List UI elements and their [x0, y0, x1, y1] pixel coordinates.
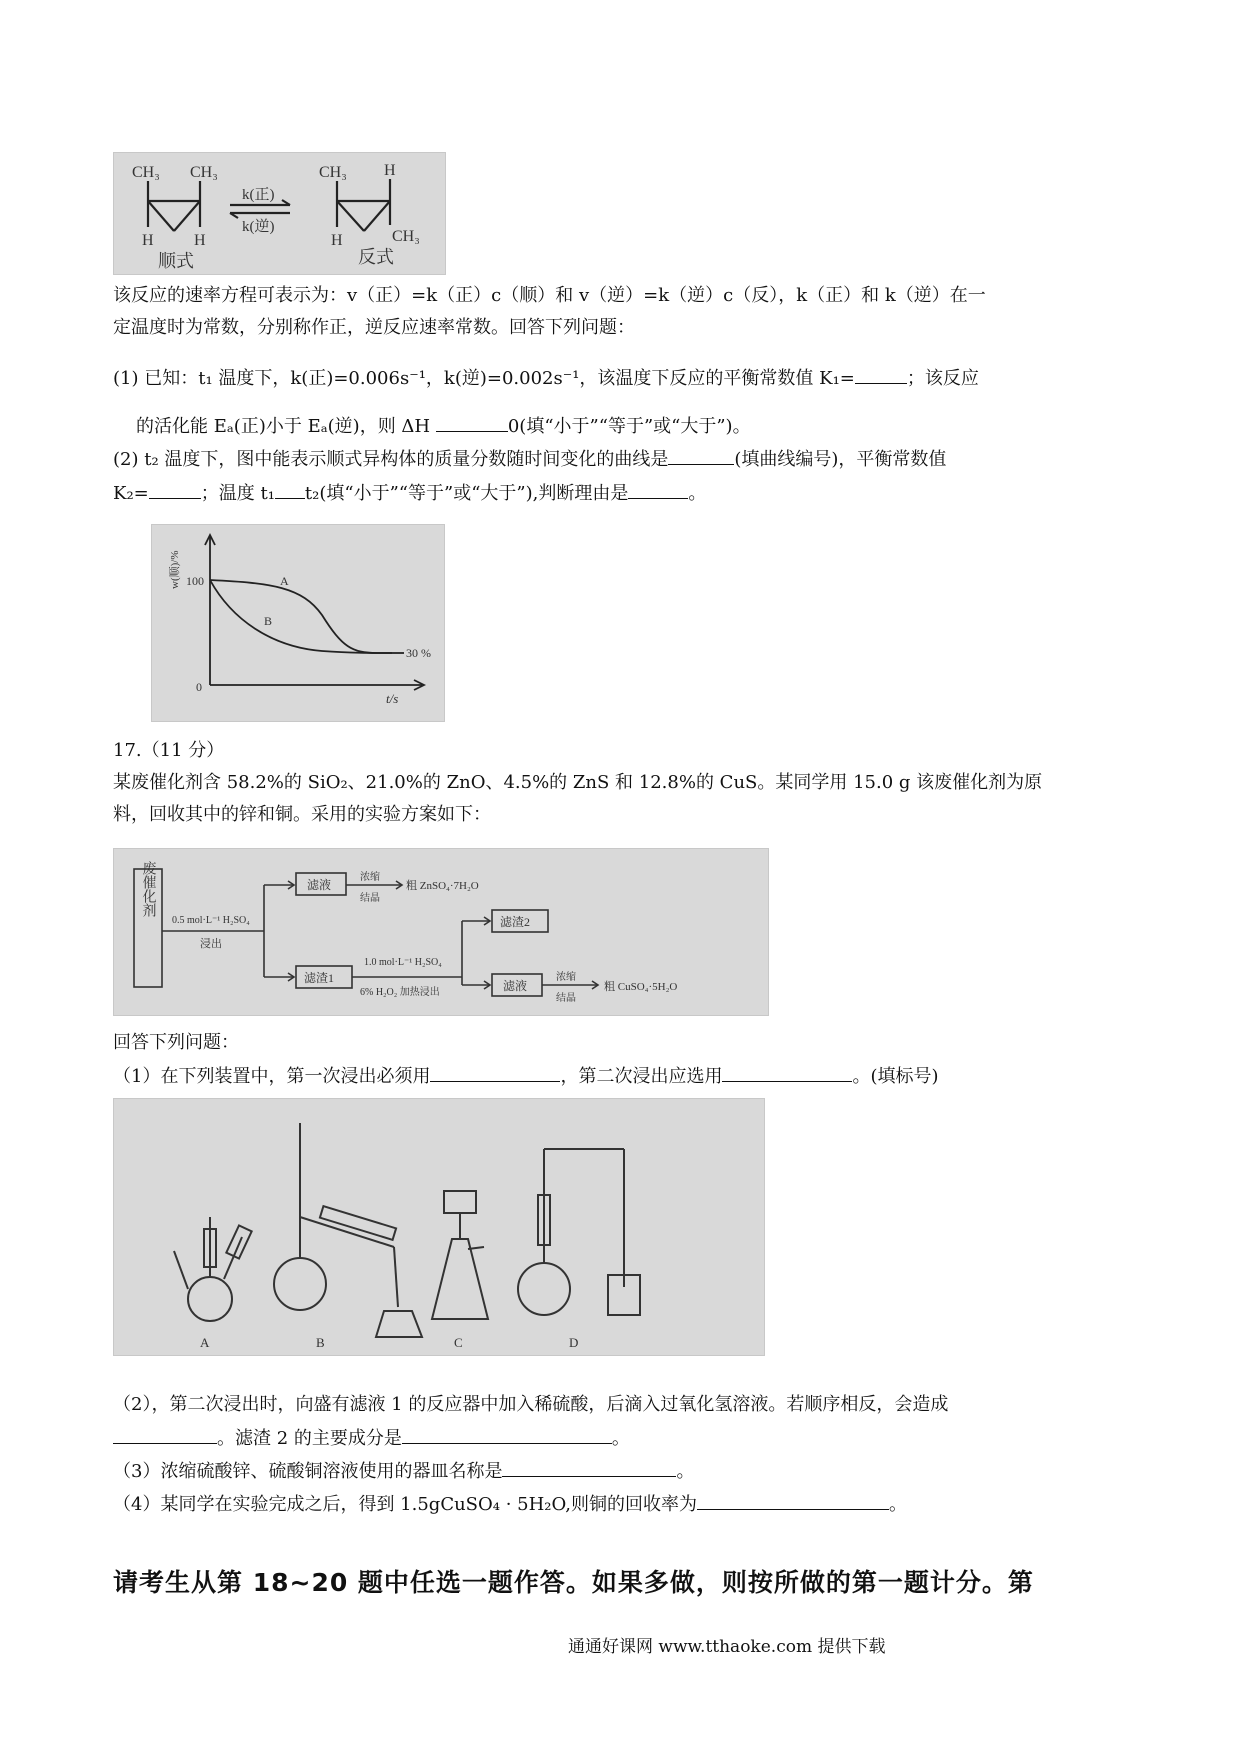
trans-label: 反式	[358, 247, 394, 267]
concentrate-1-top: 浓缩	[360, 872, 380, 883]
curve-a-label: A	[280, 574, 289, 588]
delta-h-answer-blank[interactable]	[436, 413, 508, 432]
part-3-text-b: 。	[676, 1461, 695, 1482]
forward-rate-label: k(正)	[242, 187, 275, 203]
process-flowchart	[113, 848, 769, 1016]
apparatus-d-label: D	[569, 1335, 579, 1350]
concentrate-2-bottom: 结晶	[556, 993, 576, 1004]
apparatus-c-label: C	[454, 1335, 463, 1350]
question-2-text-c: K₂=	[113, 483, 149, 504]
step-1-reagent: 0.5 mol·L⁻¹ H₂SO₄	[172, 915, 250, 926]
y-axis-label: w(顺)/%	[169, 550, 181, 589]
curve-a	[210, 580, 392, 653]
concentrate-2-top: 浓缩	[556, 972, 576, 983]
question-1-text-c: 的活化能 Eₐ(正)小于 Eₐ(逆)，则 ΔH	[136, 416, 431, 437]
cis-label: 顺式	[158, 251, 194, 271]
part-2-text-b: 。滤渣 2 的主要成分是	[217, 1428, 402, 1449]
part-1-text-b: ，第二次浸出应选用	[560, 1066, 723, 1087]
reverse-rate-label: k(逆)	[242, 219, 275, 235]
question-17-line-2: 料，回收其中的锌和铜。采用的实验方案如下：	[113, 804, 491, 825]
recovery-rate-blank[interactable]	[697, 1491, 889, 1510]
x-axis-label: t/s	[386, 691, 399, 706]
question-2-text-e: t₂(填“小于”“等于”或“大于”),判断理由是	[304, 483, 629, 504]
left-h-label: H	[142, 232, 154, 249]
first-leach-blank[interactable]	[430, 1063, 560, 1082]
question-2-line-1	[113, 446, 946, 473]
question-17-header: 17.（11 分）	[113, 740, 225, 761]
reason-answer-blank[interactable]	[628, 480, 688, 499]
part-1-text-a: （1）在下列装置中，第一次浸出必须用	[113, 1066, 431, 1087]
right-ch3-label: CH₃	[319, 164, 347, 181]
product-2-node: 粗 CuSO₄·5H₂O	[604, 981, 678, 993]
k1-answer-blank[interactable]	[855, 365, 907, 384]
optional-question-notice: 请考生从第 18~20 题中任选一题作答。如果多做，则按所做的第一题计分。第	[113, 1568, 1034, 1597]
curve-b	[210, 580, 392, 653]
residue-2-node: 滤渣2	[500, 915, 531, 929]
question-2-line-2	[113, 480, 706, 507]
question-1-text-b: ；该反应	[906, 368, 979, 389]
right-ch3-label-2: CH₃	[392, 228, 420, 245]
intro-line-1: 该反应的速率方程可表示为：v（正）=k（正）c（顺）和 v（逆）=k（逆）c（反），k（正）和 k（逆）在一	[113, 285, 986, 306]
filtrate-2-node: 滤液	[503, 979, 528, 993]
second-leach-blank[interactable]	[722, 1063, 852, 1082]
right-h-label-2: H	[331, 232, 343, 249]
question-2-text-a: (2) t₂ 温度下，图中能表示顺式异构体的质量分数随时间变化的曲线是	[113, 449, 669, 470]
isomer-figure	[113, 152, 446, 275]
left-ch3-label: CH₃	[132, 164, 160, 181]
footer-source: 通通好课网 www.tthaoke.com 提供下载	[568, 1637, 886, 1657]
part-1-line	[113, 1063, 939, 1090]
apparatus-figure	[113, 1098, 765, 1356]
curve-b-label: B	[264, 614, 273, 628]
product-1-node: 粗 ZnSO₄·7H₂O	[406, 880, 479, 892]
question-2-text-f: 。	[688, 483, 707, 504]
apparatus-b-label: B	[316, 1335, 325, 1350]
start-node: 废催化剂	[140, 861, 156, 917]
part-4-line	[113, 1491, 907, 1518]
part-2-line-2	[113, 1425, 630, 1452]
part-2-text-c: 。	[611, 1428, 630, 1449]
consequence-blank[interactable]	[113, 1425, 217, 1444]
question-2-text-b: (填曲线编号)，平衡常数值	[734, 449, 947, 470]
curve-answer-blank[interactable]	[668, 446, 734, 465]
left-ch3-label-2: CH₃	[190, 164, 218, 181]
apparatus-a-label: A	[200, 1335, 210, 1350]
end-value-label: 30 %	[406, 646, 431, 660]
filtrate-1-node: 滤液	[307, 878, 332, 892]
intro-line-2: 定温度时为常数，分别称作正，逆反应速率常数。回答下列问题：	[113, 317, 635, 338]
question-17-line-1: 某废催化剂含 58.2%的 SiO₂、21.0%的 ZnO、4.5%的 ZnS 和 12.8%的 CuS。某同学用 15.0 g 该废催化剂为原	[113, 772, 1043, 793]
question-1-text-d: 0(填“小于”“等于”或“大于”)。	[507, 416, 751, 437]
step-1-action: 浸出	[200, 938, 222, 950]
question-1-line-1	[113, 365, 979, 392]
part-2-line-1: （2），第二次浸出时，向盛有滤液 1 的反应器中加入稀硫酸，后滴入过氧化氢溶液。若顺序相反，会造成	[113, 1394, 949, 1415]
k2-answer-blank[interactable]	[149, 480, 201, 499]
answers-header: 回答下列问题：	[113, 1032, 239, 1053]
residue-1-node: 滤渣1	[304, 971, 335, 985]
step-2-action: 6% H₂O₂ 加热浸出	[360, 987, 440, 998]
concentrate-1-bottom: 结晶	[360, 893, 380, 904]
vessel-name-blank[interactable]	[502, 1458, 676, 1477]
question-1-text-a: (1) 已知：t₁ 温度下，k(正)=0.006s⁻¹，k(逆)=0.002s⁻¹，该温度下反应的平衡常数值 K₁=	[113, 368, 855, 389]
step-2-reagent: 1.0 mol·L⁻¹ H₂SO₄	[364, 957, 442, 968]
left-h-label-2: H	[194, 232, 206, 249]
part-1-text-c: 。(填标号)	[852, 1066, 939, 1087]
part-4-text-a: （4）某同学在实验完成之后，得到 1.5gCuSO₄ · 5H₂O,则铜的回收率为	[113, 1494, 697, 1515]
y-tick-0: 0	[196, 680, 202, 694]
residue-2-blank[interactable]	[402, 1425, 612, 1444]
question-1-line-2	[136, 413, 751, 440]
part-3-line	[113, 1458, 694, 1485]
mass-fraction-graph	[151, 524, 445, 722]
part-3-text-a: （3）浓缩硫酸锌、硫酸铜溶液使用的器皿名称是	[113, 1461, 503, 1482]
y-tick-100: 100	[186, 574, 204, 588]
question-2-text-d: ；温度 t₁	[200, 483, 275, 504]
right-h-label: H	[384, 162, 396, 179]
part-4-text-b: 。	[888, 1494, 907, 1515]
temperature-compare-blank[interactable]	[275, 480, 305, 499]
